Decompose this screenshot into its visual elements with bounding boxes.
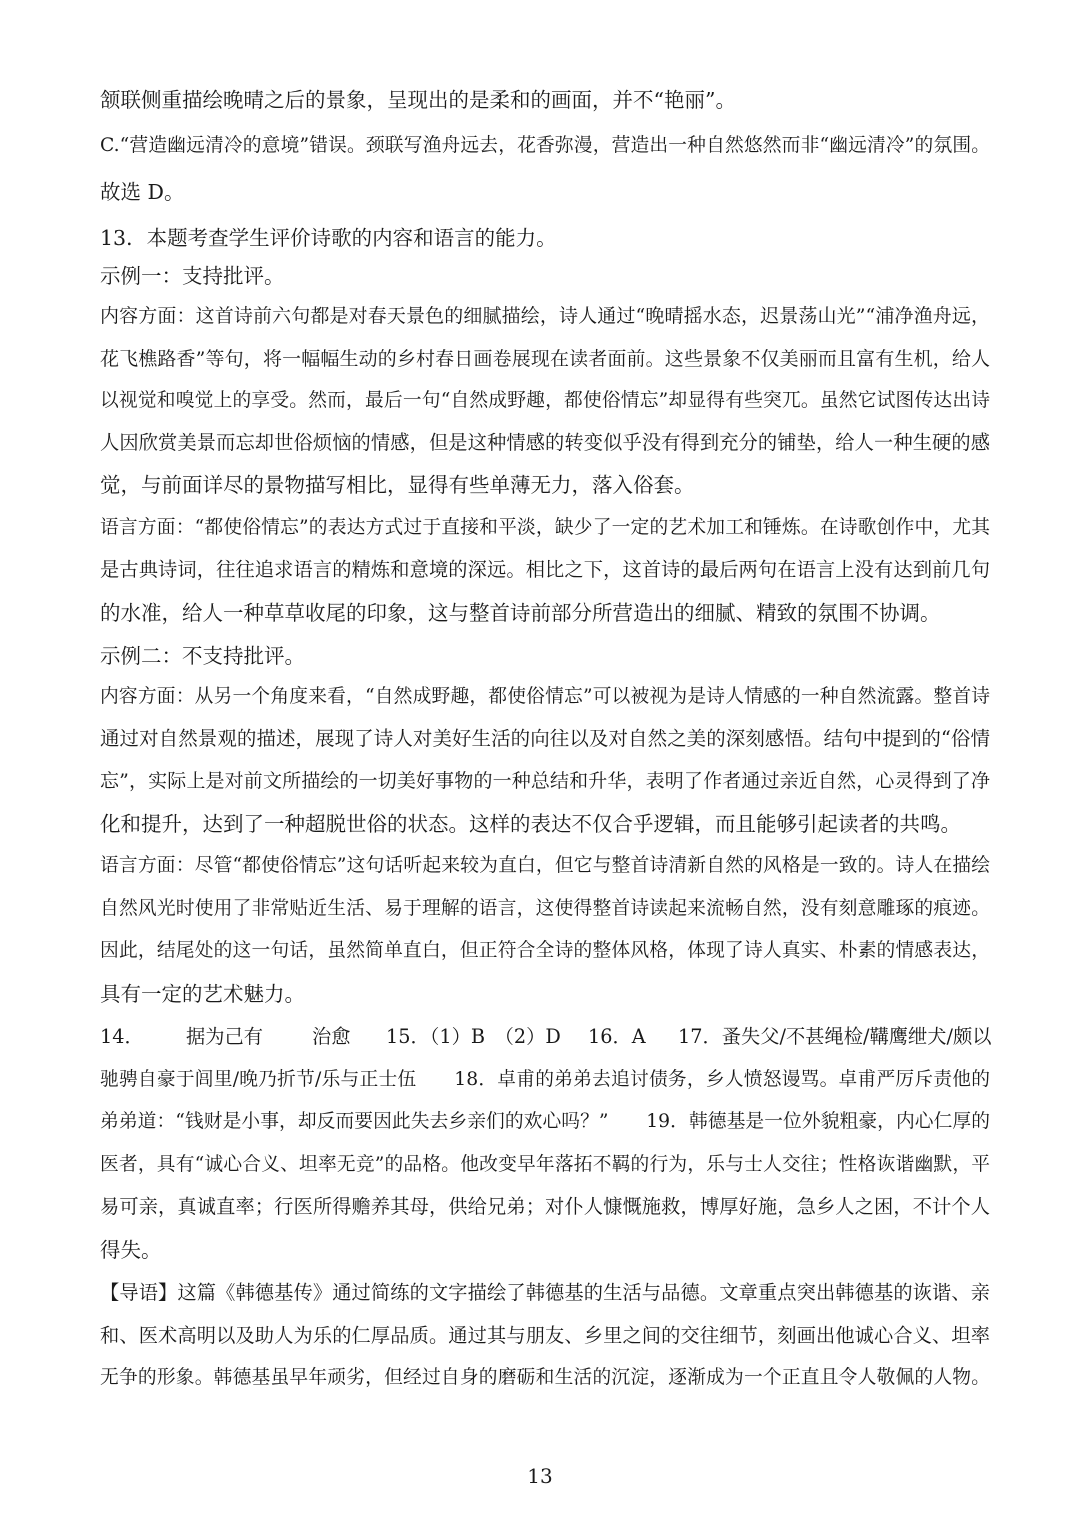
text-line: 是古典诗词，往往追求语言的精炼和意境的深远。相比之下，这首诗的最后两句在语言上没有达到前几句 (100, 558, 990, 581)
text-line: 人因欣赏美景而忘却世俗烦恼的情感，但是这种情感的转变似乎没有得到充分的铺垫，给人一种生硬的感 (100, 431, 990, 454)
q16-answer: 16．A (588, 1025, 646, 1048)
text-line: 驰骋自豪于闾里/晚乃折节/乐与正士伍 18．卓甫的弟弟去追讨债务，乡人愤怒谩骂。卓甫严厉斥责他的 (100, 1069, 990, 1090)
text-line: 医者，具有“诚心合义、坦率无竞”的品格。他改变早年落拓不羁的行为，乐与士人交往；性格诙谐幽默，平 (100, 1154, 990, 1175)
text-line: 无争的形象。韩德基虽早年顽劣，但经过自身的磨砺和生活的沉淀，逐渐成为一个正直且令人敬佩的人物。 (100, 1367, 990, 1388)
text-line: 语言方面：“都使俗情忘”的表达方式过于直接和平淡，缺少了一定的艺术加工和锤炼。在诗歌创作中，尤其 (100, 517, 990, 538)
text-line: 【导语】这篇《韩德基传》通过简练的文字描绘了韩德基的生活与品德。文章重点突出韩德基的诙谐、亲 (100, 1281, 990, 1304)
text-line: 和、医术高明以及助人为乐的仁厚品质。通过其与朋友、乡里之间的交往细节，刻画出他诚心合义、坦率 (100, 1324, 990, 1347)
q14-answer-1: 据为己有 (186, 1025, 263, 1048)
text-line: 易可亲，真诚直率；行医所得赡养其母，供给兄弟；对仆人慷慨施救，博厚好施，急乡人之困，不计个人 (100, 1195, 990, 1218)
text-line: 觉，与前面详尽的景物描写相比，显得有些单薄无力，落入俗套。 (100, 473, 695, 497)
text-line: 的水准，给人一种草草收尾的印象，这与整首诗前部分所营造出的细腻、精致的氛围不协调。 (100, 601, 941, 625)
q15-answer: 15．（1）B （2）D (386, 1025, 561, 1048)
text-line: 自然风光时使用了非常贴近生活、易于理解的语言，这使得整首诗读起来流畅自然，没有刻意雕琢的痕迹。 (100, 898, 990, 919)
page-number: 13 (527, 1464, 553, 1488)
text-line: 得失。 (100, 1238, 162, 1262)
text-line: 内容方面：这首诗前六句都是对春天景色的细腻描绘，诗人通过“晚晴摇水态，迟景荡山光”“浦净渔舟远， (100, 305, 990, 327)
text-line: 具有一定的艺术魅力。 (100, 982, 305, 1006)
answers-row (100, 1025, 990, 1049)
text-line: 忘”，实际上是对前文所描绘的一切美好事物的一种总结和升华，表明了作者通过亲近自然，心灵得到了净 (100, 770, 990, 792)
text-line: 通过对自然景观的描述，展现了诗人对美好生活的向往以及对自然之美的深刻感悟。结句中提到的“俗情 (100, 727, 990, 750)
text-line: 以视觉和嗅觉上的享受。然而，最后一句“自然成野趣，都使俗情忘”却显得有些突兀。虽然它试图传达出诗 (100, 390, 990, 411)
text-line: 花飞樵路香”等句，将一幅幅生动的乡村春日画卷展现在读者面前。这些景象不仅美丽而且富有生机，给人 (100, 348, 990, 370)
text-line: 故选 D。 (100, 180, 185, 204)
text-line: 化和提升，达到了一种超脱世俗的状态。这样的表达不仅合乎逻辑，而且能够引起读者的共鸣。 (100, 812, 961, 836)
text-line: 示例一：支持批评。 (100, 264, 285, 288)
text-line: 弟弟道：“钱财是小事，却反而要因此失去乡亲们的欢心吗？” 19．韩德基是一位外貌粗豪，内心仁厚的 (100, 1111, 990, 1132)
text-line: 语言方面：尽管“都使俗情忘”这句话听起来较为直白，但它与整首诗清新自然的风格是一致的。诗人在描绘 (100, 855, 990, 876)
text-line: 13．本题考查学生评价诗歌的内容和语言的能力。 (100, 226, 557, 250)
q14-number: 14． (100, 1025, 144, 1048)
text-line: 内容方面：从另一个角度来看，“自然成野趣，都使俗情忘”可以被视为是诗人情感的一种自然流露。整首诗 (100, 686, 990, 707)
text-line: 颔联侧重描绘晚晴之后的景象，呈现出的是柔和的画面，并不“艳丽”。 (100, 88, 736, 112)
text-line: 示例二：不支持批评。 (100, 644, 305, 668)
q17-answer: 17．蚤失父/不甚绳检/鞲鹰绁犬/颇以 (678, 1025, 992, 1048)
text-line: C.“营造幽远清冷的意境”错误。颈联写渔舟远去，花香弥漫，营造出一种自然悠然而非“幽远清冷”的氛围。 (100, 135, 990, 156)
text-line: 因此，结尾处的这一句话，虽然简单直白，但正符合全诗的整体风格，体现了诗人真实、朴素的情感表达， (100, 940, 990, 961)
q14-answer-2: 治愈 (312, 1025, 351, 1048)
